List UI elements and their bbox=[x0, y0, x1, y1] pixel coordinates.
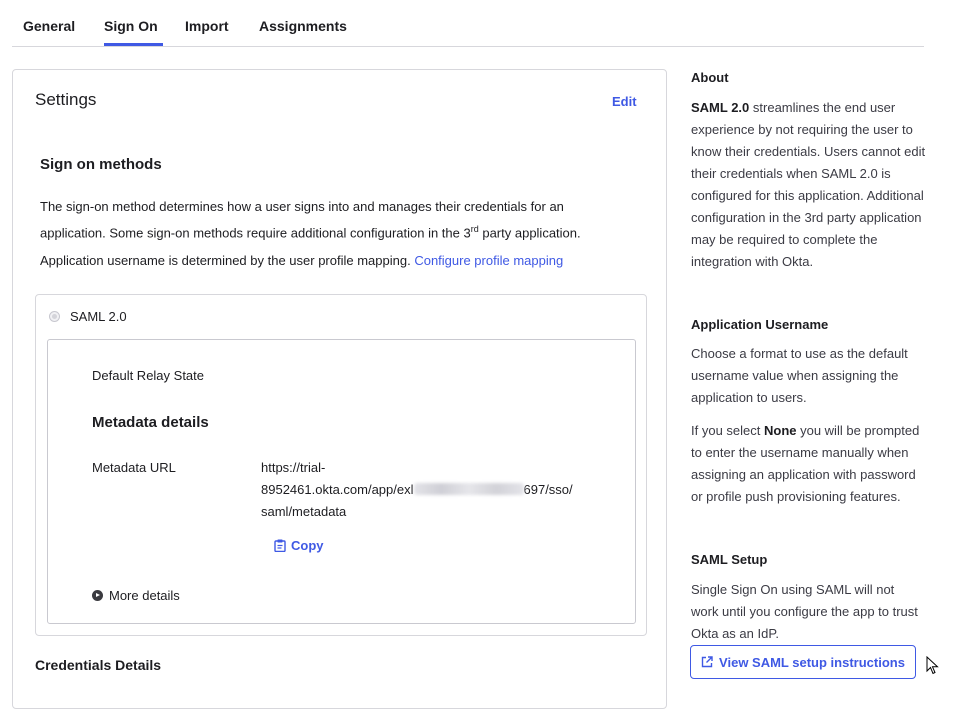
metadata-url-line2 bbox=[261, 479, 601, 501]
sign-on-description-text: The sign-on method determines how a user signs into and manages their credentials for an application. Some sign-on methods require additional configuration in the 3 bbox=[40, 199, 564, 241]
none-option-text bbox=[691, 420, 923, 508]
metadata-url-value bbox=[261, 457, 601, 523]
tab-import[interactable]: Import bbox=[185, 18, 229, 34]
sign-on-description bbox=[40, 196, 630, 244]
copy-button[interactable] bbox=[274, 538, 324, 553]
sign-on-methods-heading: Sign on methods bbox=[40, 156, 162, 173]
credentials-heading: Credentials Details bbox=[35, 657, 162, 673]
metadata-url-label: Metadata URL bbox=[92, 460, 176, 475]
copy-label: Copy bbox=[291, 538, 324, 553]
edit-button[interactable]: Edit bbox=[612, 94, 637, 109]
configure-profile-mapping-link[interactable]: Configure profile mapping bbox=[414, 253, 564, 268]
none-prefix: If you select bbox=[691, 423, 764, 438]
metadata-url-suffix: 697/sso/ bbox=[523, 482, 573, 497]
saml-setup-text: Single Sign On using SAML will not work until you configure the app to trust Okta as an IdP. bbox=[691, 582, 918, 641]
about-text bbox=[691, 97, 927, 273]
metadata-url-prefix: 8952461.okta.com/app/exl bbox=[261, 482, 414, 497]
more-details-toggle[interactable] bbox=[92, 588, 180, 603]
saml-radio[interactable] bbox=[49, 311, 60, 322]
metadata-url-line1: https://trial- bbox=[261, 460, 326, 475]
settings-card bbox=[12, 69, 667, 709]
none-suffix: you will be prompted to enter the username manually when assigning an application with password or profile push provisioning features. bbox=[691, 423, 920, 504]
saml-method-label: SAML 2.0 bbox=[70, 309, 127, 324]
external-link-icon bbox=[701, 656, 713, 668]
more-details-label: More details bbox=[109, 588, 180, 603]
tab-assignments[interactable]: Assignments bbox=[259, 18, 347, 34]
about-heading: About bbox=[691, 70, 729, 85]
saml-method-panel bbox=[35, 294, 647, 636]
active-tab-indicator bbox=[104, 43, 163, 46]
username-mapping-label: Application username is determined by the user profile mapping. bbox=[40, 253, 415, 268]
mouse-cursor-icon bbox=[926, 656, 939, 675]
none-bold: None bbox=[763, 423, 797, 438]
redacted-id bbox=[414, 483, 524, 495]
clipboard-icon bbox=[274, 539, 286, 552]
sign-on-description-end: party application. bbox=[478, 225, 581, 241]
view-saml-setup-label: View SAML setup instructions bbox=[719, 654, 905, 670]
app-username-heading: Application Username bbox=[691, 317, 829, 332]
ordinal-suffix: rd bbox=[470, 224, 479, 234]
tab-general[interactable]: General bbox=[23, 18, 76, 34]
relay-state-label: Default Relay State bbox=[92, 368, 205, 383]
metadata-url-line3: saml/metadata bbox=[261, 504, 347, 519]
saml-details-panel bbox=[47, 339, 636, 624]
app-username-text: Choose a format to use as the default username value when assigning the application to users. bbox=[691, 346, 908, 405]
tab-bar bbox=[12, 0, 924, 47]
metadata-details-heading: Metadata details bbox=[92, 414, 209, 431]
view-saml-setup-button[interactable] bbox=[690, 645, 916, 679]
saml-setup-heading: SAML Setup bbox=[691, 552, 768, 567]
username-mapping-text bbox=[40, 250, 640, 272]
expand-arrow-icon bbox=[92, 590, 103, 601]
about-bold: SAML 2.0 bbox=[691, 100, 750, 115]
tab-sign-on[interactable]: Sign On bbox=[104, 18, 158, 34]
settings-title: Settings bbox=[35, 90, 97, 109]
about-body: streamlines the end user experience by not requiring the user to know their credentials. Users cannot edit their credentials when SAML 2.0 is configured for this application. Additional configuration in the 3rd party application may be required to complete the integration with Okta. bbox=[691, 100, 926, 269]
